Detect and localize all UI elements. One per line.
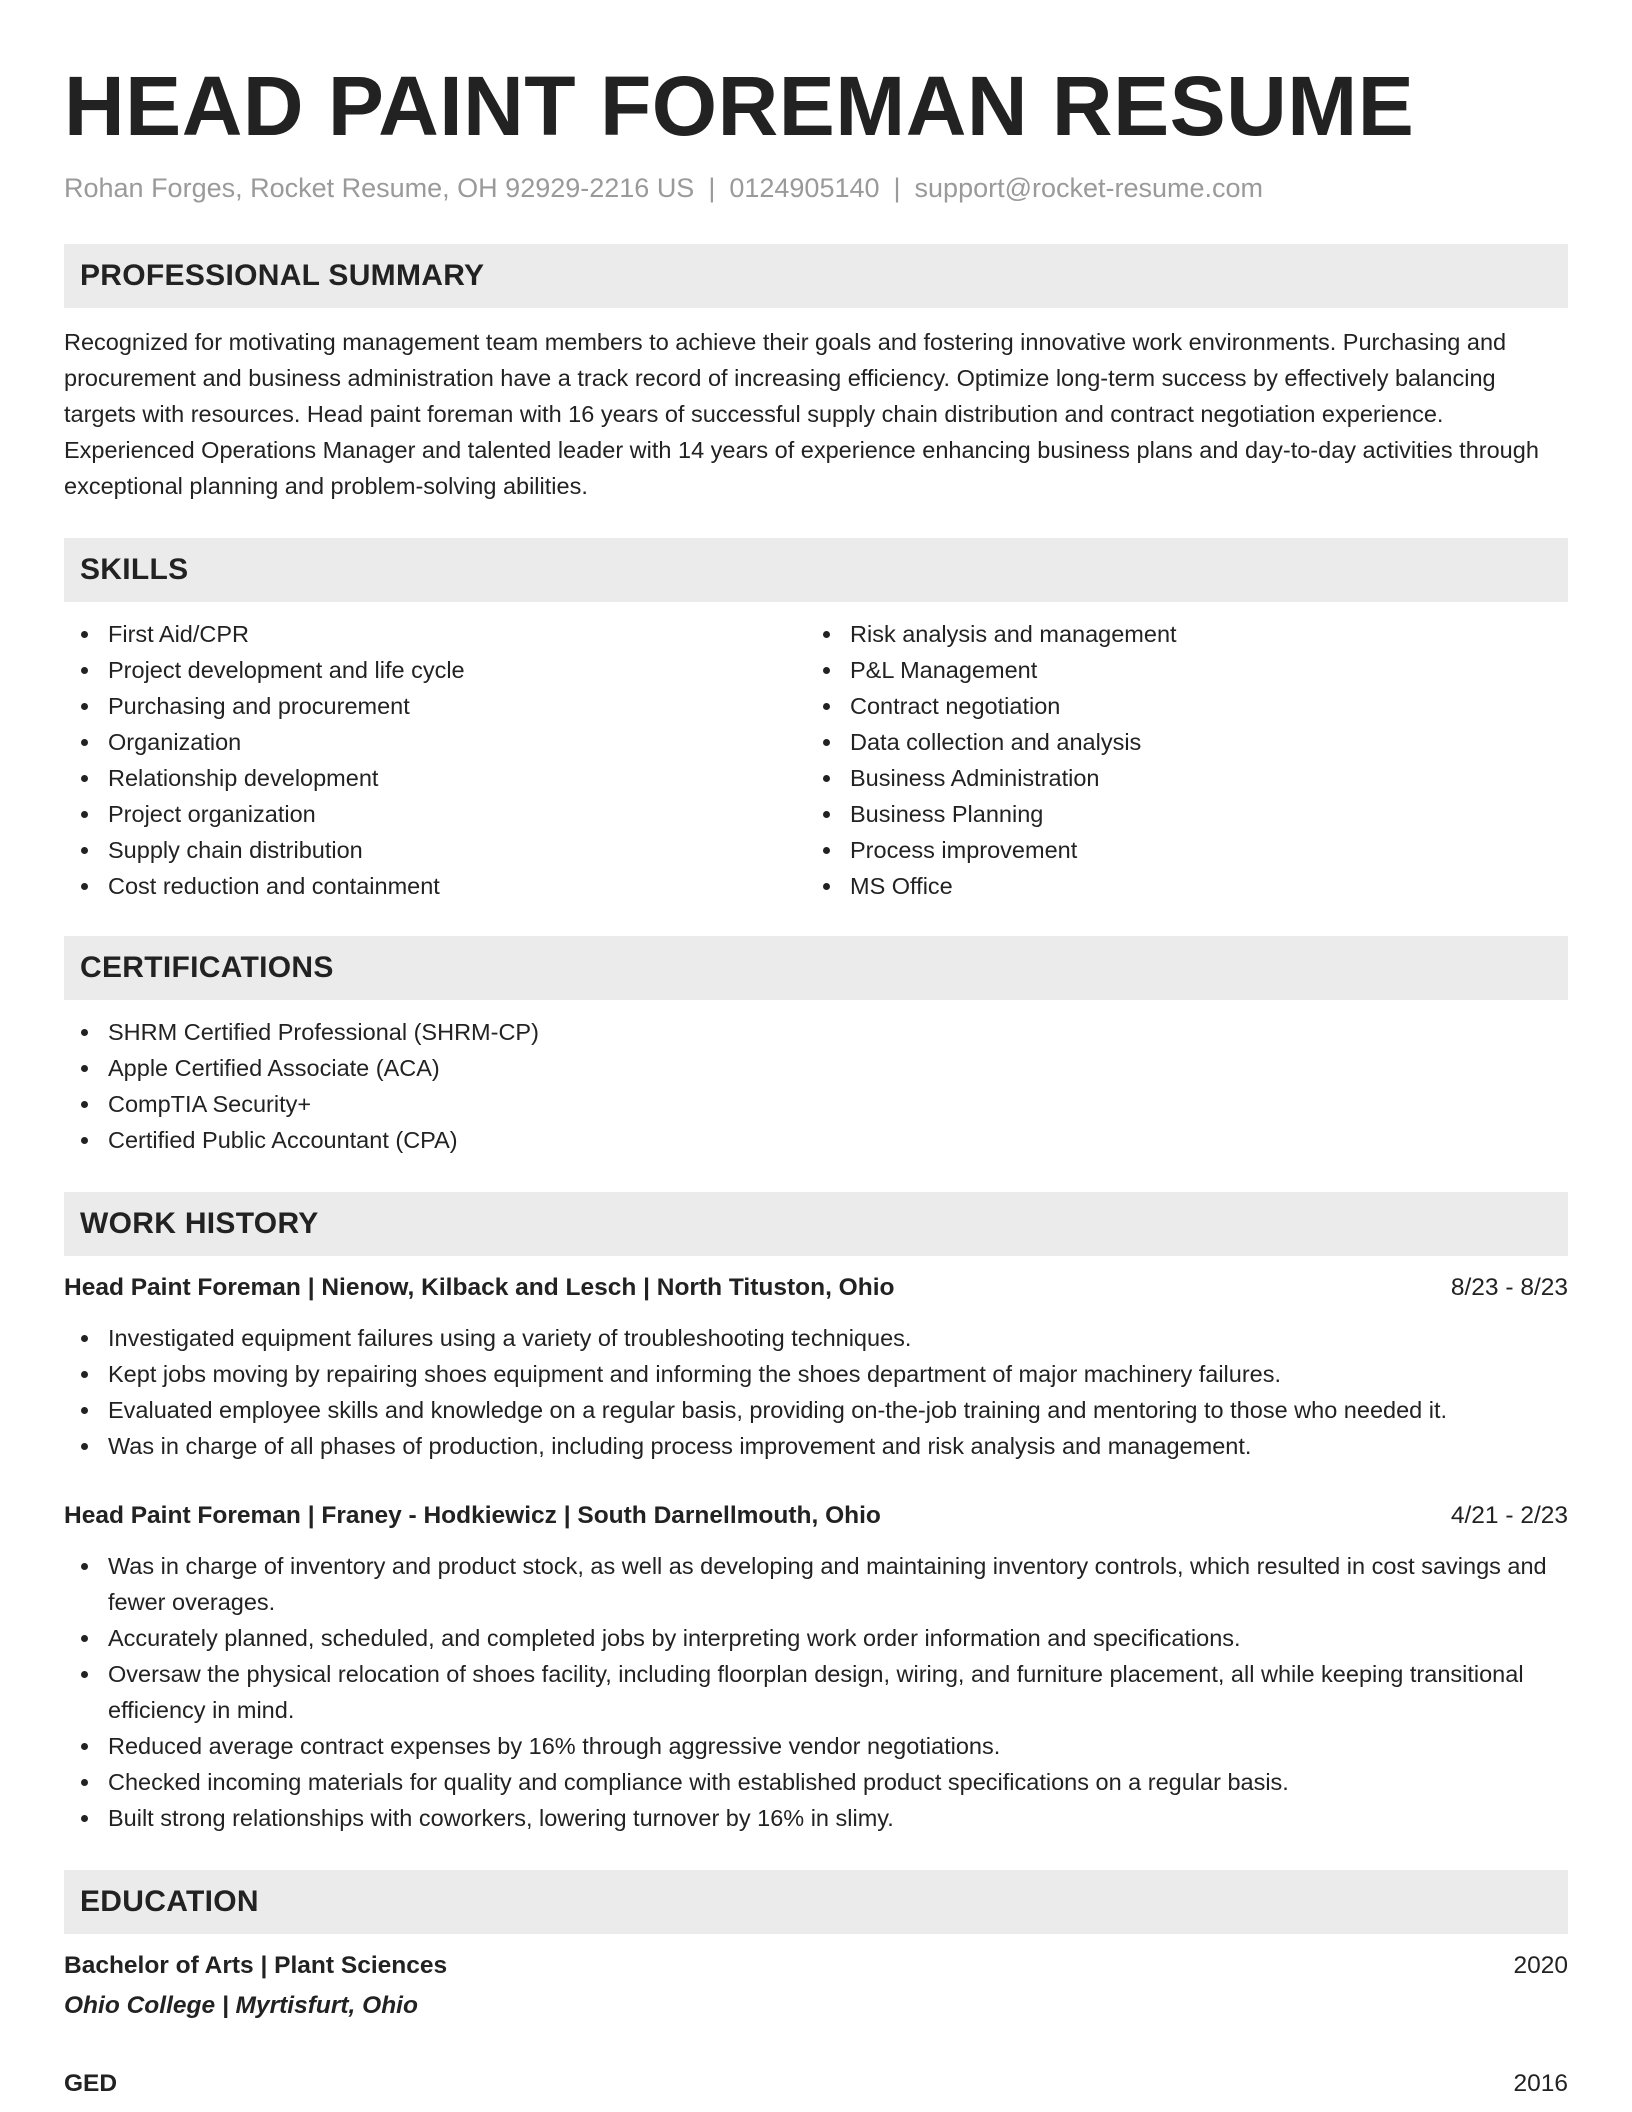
job-duty-item: Reduced average contract expenses by 16% through aggressive vendor negotiations. — [64, 1728, 1568, 1764]
contact-phone: 0124905140 — [729, 173, 880, 203]
certification-item: CompTIA Security+ — [64, 1086, 1568, 1122]
education-heading: EDUCATION — [80, 1885, 259, 1918]
summary-heading: PROFESSIONAL SUMMARY — [80, 259, 485, 292]
skill-item: First Aid/CPR — [64, 616, 806, 652]
job-duty-item: Built strong relationships with coworkers, lowering turnover by 16% in slimy. — [64, 1800, 1568, 1836]
job-title: Head Paint Foreman | Nienow, Kilback and Lesch | North Tituston, Ohio — [64, 1274, 895, 1301]
certifications-list — [64, 1014, 1568, 1158]
education-header — [64, 2066, 1568, 2102]
education-year: 2016 — [1513, 2070, 1568, 2097]
skills-heading: SKILLS — [80, 553, 189, 586]
job-entry — [64, 1498, 1568, 1836]
education-section-header — [64, 1870, 1568, 1934]
skill-item: Purchasing and procurement — [64, 688, 806, 724]
contact-address: Rohan Forges, Rocket Resume, OH 92929-2216 US — [64, 173, 695, 203]
skill-item: Business Administration — [806, 760, 1548, 796]
job-duty-item: Evaluated employee skills and knowledge on a regular basis, providing on-the-job training and mentoring to those who needed it. — [64, 1392, 1568, 1428]
job-header — [64, 1270, 1568, 1306]
job-duty-item: Was in charge of inventory and product stock, as well as developing and maintaining inventory controls, which resulted in cost savings and fewer overages. — [64, 1548, 1568, 1620]
education-school: Ohio College | Myrtisfurt, Ohio — [64, 1992, 418, 2019]
job-header — [64, 1498, 1568, 1534]
job-duty-item: Accurately planned, scheduled, and completed jobs by interpreting work order information and specifications. — [64, 1620, 1568, 1656]
certifications-heading: CERTIFICATIONS — [80, 951, 334, 984]
skills-list-left — [64, 616, 806, 904]
job-duties-list — [64, 1320, 1568, 1464]
skill-item: Business Planning — [806, 796, 1548, 832]
contact-separator: | — [893, 173, 901, 203]
work-history-heading: WORK HISTORY — [80, 1207, 319, 1240]
work-history-section-header — [64, 1192, 1568, 1256]
summary-text: Recognized for motivating management team members to achieve their goals and fostering innovative work environments. Purchasing and procurement and business administration have a track record of increasing efficiency. Optimize long-term success by effectively balancing targets with resources. Head paint foreman with 16 years of successful supply chain distribution and contract negotiation experience. Experienced Operations Manager and talented leader with 14 years of experience enhancing business plans and day-to-day activities through exceptional planning and problem-solving abilities. — [64, 329, 1539, 499]
job-duty-item: Was in charge of all phases of production, including process improvement and risk analysis and management. — [64, 1428, 1568, 1464]
skill-item: Supply chain distribution — [64, 832, 806, 868]
skill-item: Project development and life cycle — [64, 652, 806, 688]
skill-item: MS Office — [806, 868, 1548, 904]
education-year: 2020 — [1513, 1952, 1568, 1979]
job-title: Head Paint Foreman | Franey - Hodkiewicz | South Darnellmouth, Ohio — [64, 1502, 881, 1529]
certifications-section-header — [64, 936, 1568, 1000]
skill-item: Project organization — [64, 796, 806, 832]
education-entry — [64, 1948, 1568, 2024]
education-entry — [64, 2066, 1568, 2102]
certification-item: SHRM Certified Professional (SHRM-CP) — [64, 1014, 1568, 1050]
contact-email: support@rocket-resume.com — [914, 173, 1264, 203]
job-duty-item: Oversaw the physical relocation of shoes facility, including floorplan design, wiring, and furniture placement, all while keeping transitional efficiency in mind. — [64, 1656, 1568, 1728]
skill-item: Organization — [64, 724, 806, 760]
certification-item: Certified Public Accountant (CPA) — [64, 1122, 1568, 1158]
skills-columns — [64, 602, 1568, 904]
job-duty-item: Investigated equipment failures using a variety of troubleshooting techniques. — [64, 1320, 1568, 1356]
skill-item: Data collection and analysis — [806, 724, 1548, 760]
skills-section-header — [64, 538, 1568, 602]
certification-item: Apple Certified Associate (ACA) — [64, 1050, 1568, 1086]
skill-item: Risk analysis and management — [806, 616, 1548, 652]
skill-item: Contract negotiation — [806, 688, 1548, 724]
job-duties-list — [64, 1548, 1568, 1836]
job-duty-item: Checked incoming materials for quality and compliance with established product specifications on a regular basis. — [64, 1764, 1568, 1800]
education-degree: Bachelor of Arts | Plant Sciences — [64, 1952, 448, 1979]
education-header — [64, 1948, 1568, 1984]
contact-separator: | — [708, 173, 716, 203]
resume-title: HEAD PAINT FOREMAN RESUME — [64, 59, 1415, 153]
skill-item: P&L Management — [806, 652, 1548, 688]
job-duty-item: Kept jobs moving by repairing shoes equipment and informing the shoes department of major machinery failures. — [64, 1356, 1568, 1392]
skills-list-right — [806, 616, 1548, 904]
job-dates: 4/21 - 2/23 — [1450, 1502, 1568, 1529]
contact-line — [64, 170, 1568, 206]
summary-section-header — [64, 244, 1568, 308]
skill-item: Relationship development — [64, 760, 806, 796]
education-degree: GED — [64, 2070, 118, 2097]
job-entry — [64, 1270, 1568, 1464]
job-dates: 8/23 - 8/23 — [1450, 1274, 1568, 1301]
skill-item: Cost reduction and containment — [64, 868, 806, 904]
skill-item: Process improvement — [806, 832, 1548, 868]
